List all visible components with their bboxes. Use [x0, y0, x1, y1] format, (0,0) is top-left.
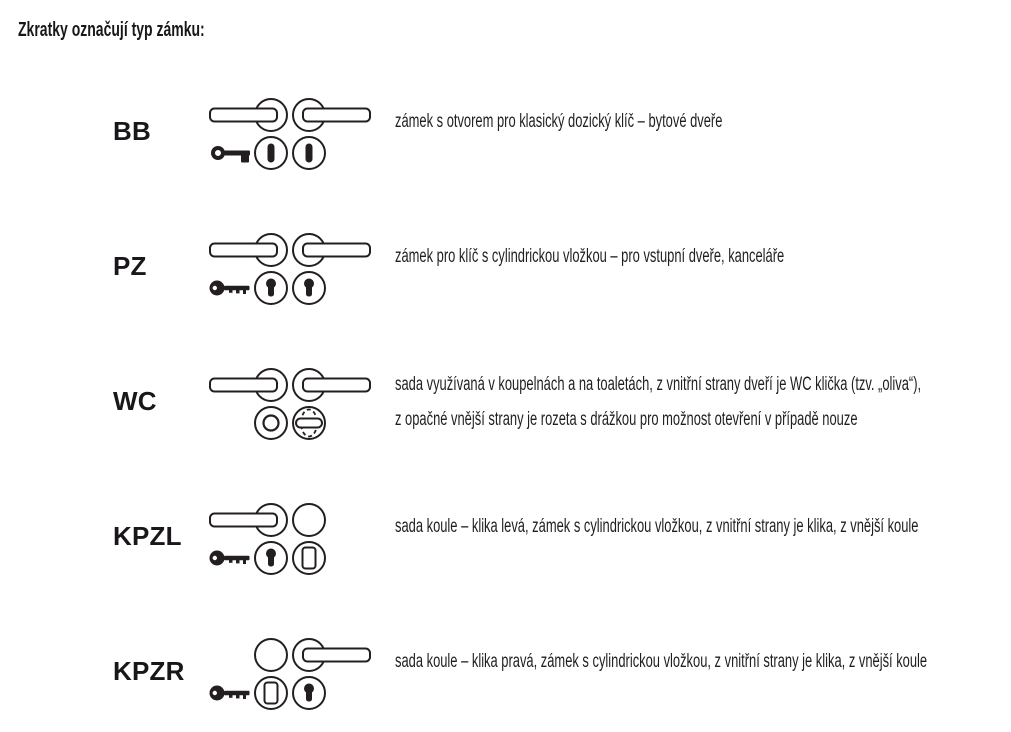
lock-description-line: zámek pro klíč s cylindrickou vložkou – pro vstupní dveře, kanceláře [395, 245, 785, 267]
handle-right-inner-icon [293, 639, 370, 671]
handle-right-inner-icon [293, 234, 370, 266]
rosette-groove-left-icon [255, 407, 287, 439]
lock-description-line: zámek s otvorem pro klasický dozický klíč – bytové dveře [395, 110, 723, 132]
keyhole-euro-right-icon [293, 272, 325, 304]
lock-hardware-illustration [170, 224, 390, 309]
lock-description [395, 644, 927, 679]
lock-code: KPZL [113, 521, 182, 551]
handle-left-outer-icon [210, 369, 287, 401]
lock-description [395, 509, 918, 544]
lock-description-line: sada koule – klika levá, zámek s cylindrickou vložkou, z vnitřní strany je klika, z vnější koule [395, 515, 919, 537]
handle-left-outer-icon [210, 504, 287, 536]
lock-code: WC [113, 386, 157, 416]
wc-thumbturn-right-icon [293, 407, 325, 439]
lock-hardware-illustration [170, 629, 390, 714]
handle-right-inner-icon [293, 369, 370, 401]
keyhole-euro-left-icon [255, 272, 287, 304]
lock-code: KPZR [113, 656, 185, 686]
cylinder-key-icon [210, 686, 250, 701]
lock-description [395, 104, 722, 139]
knob-outer-icon [255, 639, 287, 671]
handle-left-outer-icon [210, 234, 287, 266]
lock-description-line: sada koule – klika pravá, zámek s cylindrickou vložkou, z vnitřní strany je klika, z vnější koule [395, 650, 928, 672]
keyhole-euro-left-icon [255, 542, 287, 574]
lock-hardware-illustration [170, 89, 390, 174]
page-title: Zkratky označují typ zámku: [18, 19, 205, 41]
lock-code: BB [113, 116, 151, 146]
classic-key-icon [213, 148, 250, 163]
keyhole-bb-right-icon [293, 137, 325, 169]
handle-right-inner-icon [293, 99, 370, 131]
handle-left-outer-icon [210, 99, 287, 131]
knob-inner-icon [293, 504, 325, 536]
lock-code: PZ [113, 251, 147, 281]
plate-rect-right-icon [293, 542, 325, 574]
lock-description [395, 367, 921, 437]
lock-description [395, 239, 784, 274]
lock-hardware-illustration [170, 494, 390, 579]
plate-rect-left-icon [255, 677, 287, 709]
cylinder-key-icon [210, 281, 250, 296]
lock-description-line: z opačné vnější strany je rozeta s drážkou pro možnost otevření v případě nouze [395, 409, 858, 430]
lock-description-line: sada využívaná v koupelnách a na toaletách, z vnitřní strany dveří je WC klička (tzv. „oliva“), [395, 374, 922, 395]
cylinder-key-icon [210, 551, 250, 566]
lock-hardware-illustration [170, 359, 390, 444]
keyhole-bb-left-icon [255, 137, 287, 169]
keyhole-euro-right-icon [293, 677, 325, 709]
